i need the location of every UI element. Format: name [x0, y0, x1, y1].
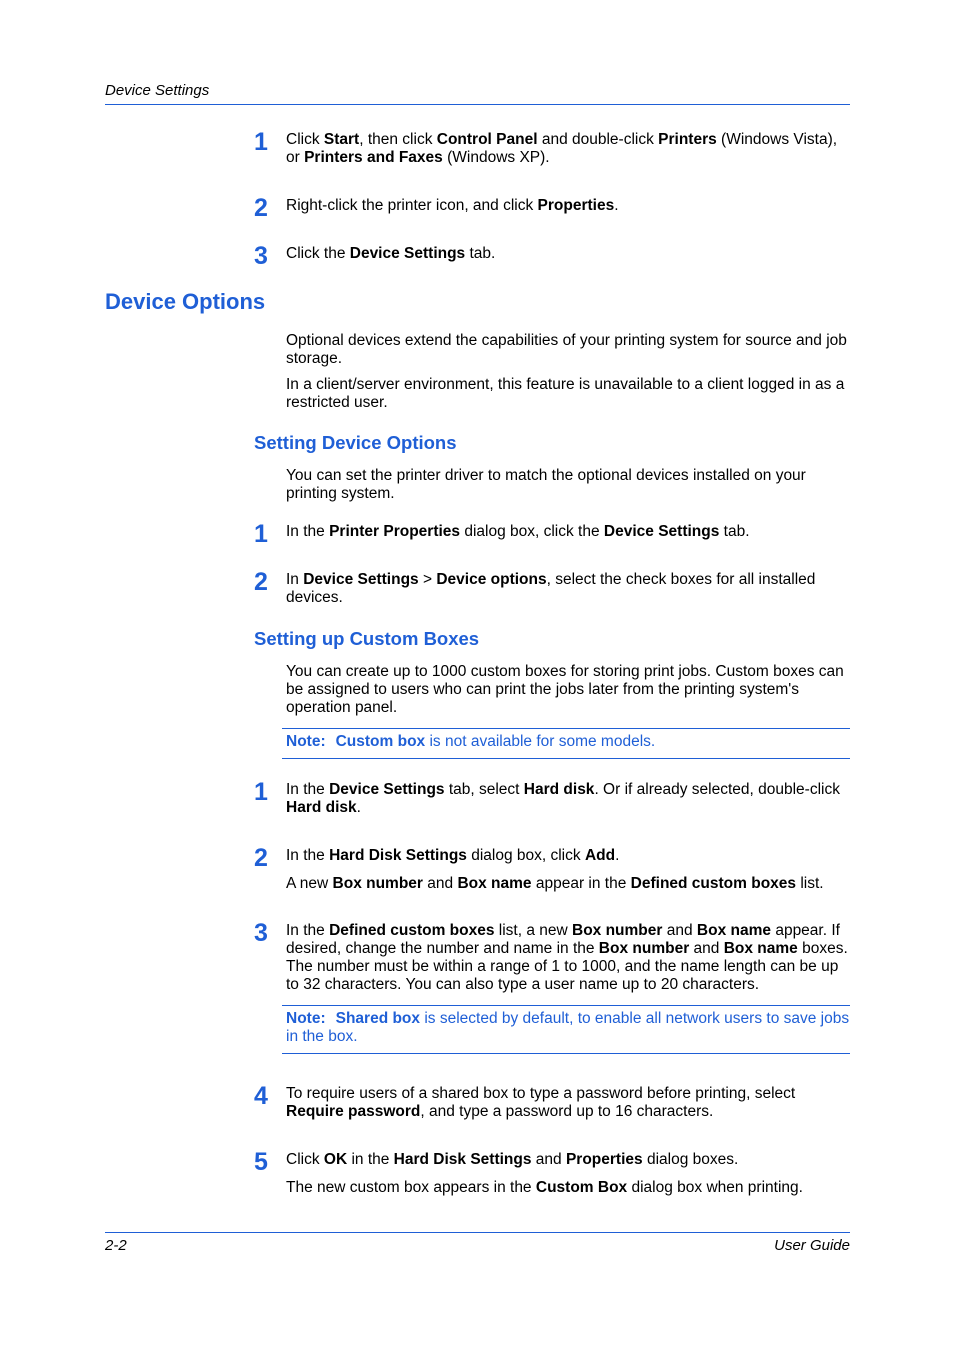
- text-run: tab.: [719, 523, 750, 540]
- step-text: [286, 1151, 850, 1169]
- note-label: Note:: [286, 733, 326, 750]
- text-run: , select the check boxes for all installed devices.: [286, 571, 816, 606]
- bold-term: Printers: [658, 131, 717, 148]
- bold-term: Start: [323, 131, 360, 148]
- step-number: 4: [254, 1082, 268, 1110]
- text-run: and: [531, 1151, 566, 1168]
- bold-term: Box number: [572, 922, 663, 939]
- text-run: and: [662, 922, 697, 939]
- bold-term: Printers and Faxes: [304, 149, 443, 166]
- text-run: Right-click the printer icon, and click: [286, 197, 538, 214]
- text-run: in the: [347, 1151, 394, 1168]
- step-subtext: [286, 875, 850, 893]
- section-heading-device-options: Device Options: [105, 289, 266, 314]
- text-run: The new custom box appears in the: [286, 1179, 536, 1196]
- text-run: .: [614, 197, 619, 214]
- header-section-title: Device Settings: [105, 82, 210, 99]
- step-text: [286, 571, 850, 607]
- step-number: 3: [254, 242, 268, 270]
- bold-term: Hard Disk Settings: [329, 847, 467, 864]
- step-number: 2: [254, 844, 268, 872]
- bold-term: Custom Box: [535, 1179, 628, 1196]
- step-text: [286, 847, 850, 865]
- text-run: and: [689, 940, 724, 957]
- bold-term: Box name: [723, 940, 798, 957]
- bold-term: Device options: [436, 571, 547, 588]
- text-run: .: [356, 799, 361, 816]
- bold-term: Box number: [332, 875, 423, 892]
- step-text: [286, 131, 850, 167]
- step-text: [286, 245, 850, 263]
- step-number: 1: [254, 128, 268, 156]
- note-box: [282, 728, 850, 759]
- bold-term: Require password: [286, 1103, 421, 1120]
- text-run: dialog box, click: [466, 847, 585, 864]
- bold-term: Hard Disk Settings: [393, 1151, 532, 1168]
- subsection-heading-custom-boxes: Setting up Custom Boxes: [254, 628, 480, 649]
- step-number: 2: [254, 194, 268, 222]
- text-run: dialog boxes.: [642, 1151, 739, 1168]
- bold-term: Printer Properties: [329, 523, 461, 540]
- bold-term: Box name: [696, 922, 772, 939]
- step-number: 3: [254, 919, 268, 947]
- note-box: [282, 1005, 850, 1054]
- bold-term: OK: [323, 1151, 348, 1168]
- text-run: appear in the: [531, 875, 631, 892]
- bold-term: Defined custom boxes: [329, 922, 495, 939]
- text-run: and double-click: [537, 131, 659, 148]
- paragraph: You can create up to 1000 custom boxes for storing print jobs. Custom boxes can be assigned to users who can print the jobs later from the printing system's operation panel.: [286, 663, 844, 716]
- step-text: [286, 197, 850, 215]
- page-footer: [105, 1232, 850, 1254]
- bold-term: Box name: [457, 875, 532, 892]
- bold-term: Device Settings: [603, 523, 720, 540]
- bold-term: Defined custom boxes: [630, 875, 797, 892]
- bold-term: Device Settings: [349, 245, 466, 262]
- text-run: (Windows Vista), or: [286, 131, 838, 166]
- step-number: 5: [254, 1148, 268, 1176]
- text-run: In the: [286, 523, 330, 540]
- step-text: [286, 523, 850, 541]
- text-run: In the: [286, 922, 330, 939]
- bold-term: Box number: [598, 940, 690, 957]
- step-text: [286, 922, 850, 994]
- text-run: . Or if already selected, double-click: [594, 781, 840, 798]
- text-run: Click the: [286, 245, 350, 262]
- text-run: In the: [286, 847, 330, 864]
- text-run: list, a new: [494, 922, 572, 939]
- bold-term: Control Panel: [436, 131, 538, 148]
- text-run: tab, select: [444, 781, 524, 798]
- page-header: [105, 82, 850, 105]
- text-run: >: [418, 571, 437, 588]
- text-run: In: [286, 571, 304, 588]
- bold-term: Hard disk: [286, 799, 357, 816]
- bold-term: Custom box: [335, 733, 426, 750]
- bold-term: Device Settings: [303, 571, 419, 588]
- text-run: , and type a password up to 16 characters.: [420, 1103, 714, 1120]
- subsection-heading-setting-device-options: Setting Device Options: [254, 432, 457, 453]
- paragraph: In a client/server environment, this feature is unavailable to a client logged in as a restricted user.: [286, 376, 845, 411]
- bold-term: Properties: [565, 1151, 643, 1168]
- text-run: A new: [286, 875, 333, 892]
- text-run: is not available for some models.: [425, 733, 656, 750]
- step-number: 1: [254, 778, 268, 806]
- step-number: 2: [254, 568, 268, 596]
- paragraph: Optional devices extend the capabilities of your printing system for source and job storage.: [286, 332, 847, 367]
- note-text: [286, 1010, 849, 1045]
- bold-term: Add: [584, 847, 616, 864]
- bold-term: Shared box: [335, 1010, 421, 1027]
- text-run: list.: [796, 875, 824, 892]
- text-run: , then click: [359, 131, 437, 148]
- step-text: [286, 1085, 850, 1121]
- text-run: and: [422, 875, 458, 892]
- text-run: Click: [286, 131, 324, 148]
- text-run: (Windows XP).: [442, 149, 550, 166]
- paragraph: You can set the printer driver to match the optional devices installed on your printing system.: [286, 467, 806, 502]
- bold-term: Hard disk: [523, 781, 595, 798]
- text-run: Click: [286, 1151, 324, 1168]
- bold-term: Device Settings: [329, 781, 445, 798]
- footer-document-title: User Guide: [774, 1237, 850, 1254]
- text-run: .: [615, 847, 620, 864]
- text-run: dialog box, click the: [460, 523, 604, 540]
- text-run: In the: [286, 781, 330, 798]
- text-run: boxes. The number must be within a range of 1 to 1000, and the name length can be up to 32 characters. You can also type a user name up to 20 characters.: [286, 940, 848, 993]
- text-run: tab.: [465, 245, 496, 262]
- step-text: [286, 781, 850, 817]
- step-subtext: [286, 1179, 850, 1197]
- text-run: appear. If desired, change the number and name in the: [286, 922, 840, 957]
- text-run: dialog box when printing.: [627, 1179, 803, 1196]
- text-run: To require users of a shared box to type a password before printing, select: [286, 1085, 796, 1102]
- footer-page-number: 2-2: [105, 1237, 127, 1254]
- step-number: 1: [254, 520, 268, 548]
- bold-term: Properties: [537, 197, 615, 214]
- note-text: [336, 733, 656, 750]
- text-run: is selected by default, to enable all network users to save jobs in the box.: [286, 1010, 850, 1045]
- note-label: Note:: [286, 1010, 326, 1027]
